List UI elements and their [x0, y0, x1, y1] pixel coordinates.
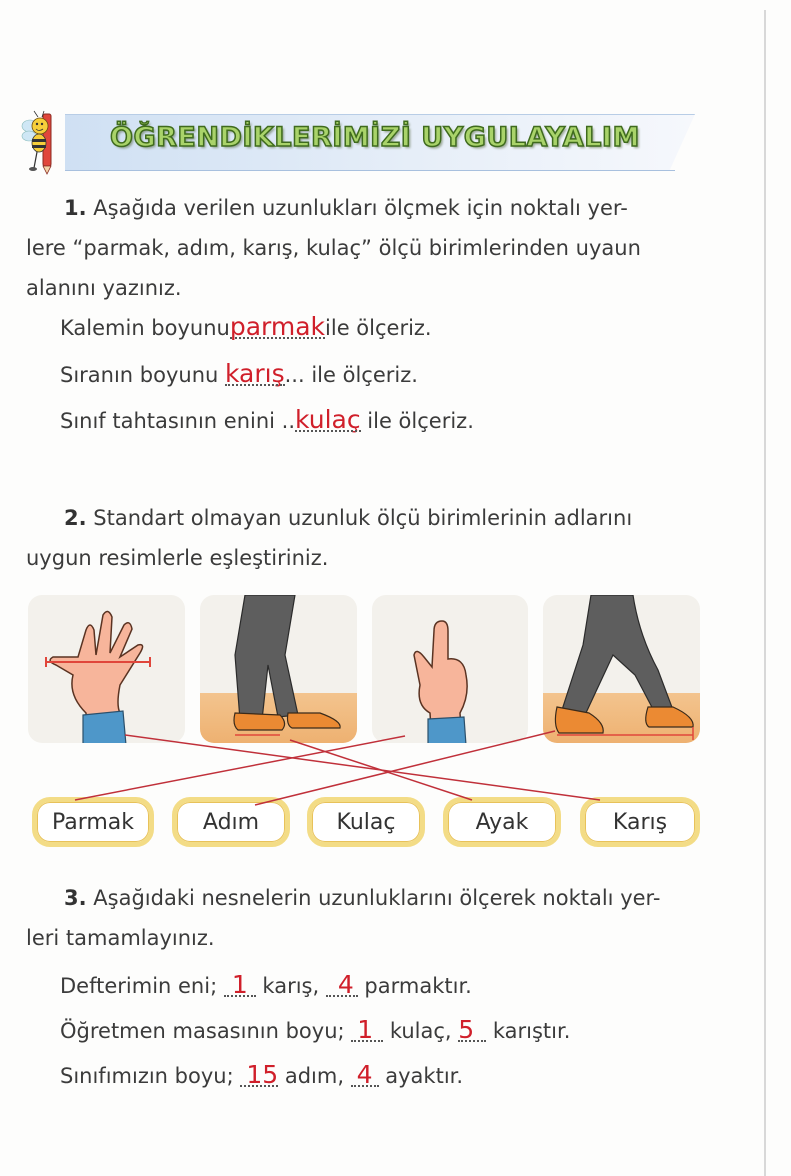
item-text: Sınıf tahtasının enini .. [60, 409, 296, 433]
banner-underline [65, 170, 675, 171]
dotted-blank [230, 337, 325, 339]
dotted-blank [351, 1085, 379, 1087]
match-line-parmak [75, 736, 405, 800]
dotted-blank [224, 995, 256, 997]
answer-field[interactable] [224, 970, 256, 999]
item-text: ... ile ölçeriz. [284, 363, 418, 387]
question-1-prompt [26, 188, 706, 308]
section-banner [20, 108, 700, 178]
question-3-item [60, 1015, 570, 1044]
walking-step-icon [543, 595, 700, 743]
dotted-blank [326, 995, 358, 997]
item-text: Kalemin boyunu [60, 316, 230, 340]
question-1-prompt-line-2: lere “parmak, adım, karış, kulaç” ölçü birimlerinden uyaun [26, 236, 641, 260]
question-3-item [60, 1060, 463, 1089]
dotted-blank [295, 430, 361, 432]
answer-text: 1 [231, 970, 248, 999]
item-text: ile ölçeriz. [325, 316, 432, 340]
label-parmak[interactable] [32, 797, 154, 847]
question-2-prompt-line-1: Standart olmayan uzunluk ölçü birimlerinin adlarını [93, 506, 633, 530]
page-edge [764, 10, 766, 1176]
answer-field[interactable] [225, 359, 285, 388]
spread-hand-picture [28, 595, 185, 743]
item-text: Defterimin eni; [60, 974, 224, 998]
match-line-ayak [290, 740, 472, 800]
answer-field[interactable] [458, 1015, 486, 1044]
answer-text: 5 [458, 1015, 475, 1044]
item-text: ayaktır. [378, 1064, 464, 1088]
item-text: kulaç, [383, 1019, 459, 1043]
answer-text: parmak [229, 312, 326, 341]
answer-field[interactable] [351, 1015, 383, 1044]
answer-text: karış [225, 359, 285, 388]
answer-field[interactable] [295, 405, 361, 434]
answer-text: 1 [357, 1015, 374, 1044]
item-text: karıştır. [486, 1019, 571, 1043]
label-text: Karış [612, 809, 668, 835]
label-text: Kulaç [336, 809, 396, 835]
bee-pencil-icon [20, 108, 60, 178]
walking-step-picture [543, 595, 700, 743]
question-1-item [60, 405, 474, 434]
banner-title: ÖĞRENDİKLERİMİZİ UYGULAYALIM [110, 122, 640, 153]
question-2-prompt [26, 498, 706, 578]
label-text: Parmak [51, 809, 135, 835]
label-ayak[interactable] [443, 797, 561, 847]
dotted-blank [458, 1040, 486, 1042]
question-3-prompt-line-1: Aşağıdaki nesnelerin uzunluklarını ölçerek noktalı yer- [93, 886, 661, 910]
label-adim[interactable] [172, 797, 290, 847]
answer-text: 4 [356, 1060, 373, 1089]
answer-text: 15 [246, 1060, 279, 1089]
item-text: adım, [278, 1064, 351, 1088]
question-1-prompt-line-3: alanını yazınız. [26, 276, 182, 300]
label-text: Ayak [475, 809, 529, 835]
item-text: karış, [255, 974, 326, 998]
spread-hand-icon [28, 595, 185, 743]
answer-field[interactable] [326, 970, 358, 999]
standing-feet-icon [200, 595, 357, 743]
answer-field[interactable] [351, 1060, 379, 1089]
dotted-blank [351, 1040, 383, 1042]
question-1-item [60, 312, 432, 341]
question-2-prompt-line-2: uygun resimlerle eşleştiriniz. [26, 546, 329, 570]
answer-text: kulaç [295, 405, 361, 434]
item-text: Öğretmen masasının boyu; [60, 1019, 352, 1043]
item-text: ile ölçeriz. [360, 409, 474, 433]
dotted-blank [240, 1085, 278, 1087]
dotted-blank [225, 384, 285, 386]
answer-text: 4 [337, 970, 354, 999]
label-karis[interactable] [580, 797, 700, 847]
question-3-prompt [26, 878, 706, 958]
item-text: Sınıfımızın boyu; [60, 1064, 241, 1088]
label-text: Adım [202, 809, 260, 835]
standing-feet-picture [200, 595, 357, 743]
item-text: Sıranın boyunu [60, 363, 226, 387]
answer-field[interactable] [240, 1060, 278, 1089]
question-3-prompt-line-2: leri tamamlayınız. [26, 926, 215, 950]
question-2-number: 2. [64, 506, 87, 530]
question-1-item [60, 359, 418, 388]
question-1-prompt-line-1: Aşağıda verilen uzunlukları ölçmek için noktalı yer- [93, 196, 628, 220]
raised-finger-icon [372, 595, 528, 743]
question-3-number: 3. [64, 886, 87, 910]
label-kulac[interactable] [307, 797, 425, 847]
answer-field[interactable] [230, 312, 325, 341]
match-line-karis [125, 735, 600, 800]
item-text: parmaktır. [357, 974, 472, 998]
question-3-item [60, 970, 472, 999]
raised-finger-picture [372, 595, 528, 743]
question-1-number: 1. [64, 196, 87, 220]
